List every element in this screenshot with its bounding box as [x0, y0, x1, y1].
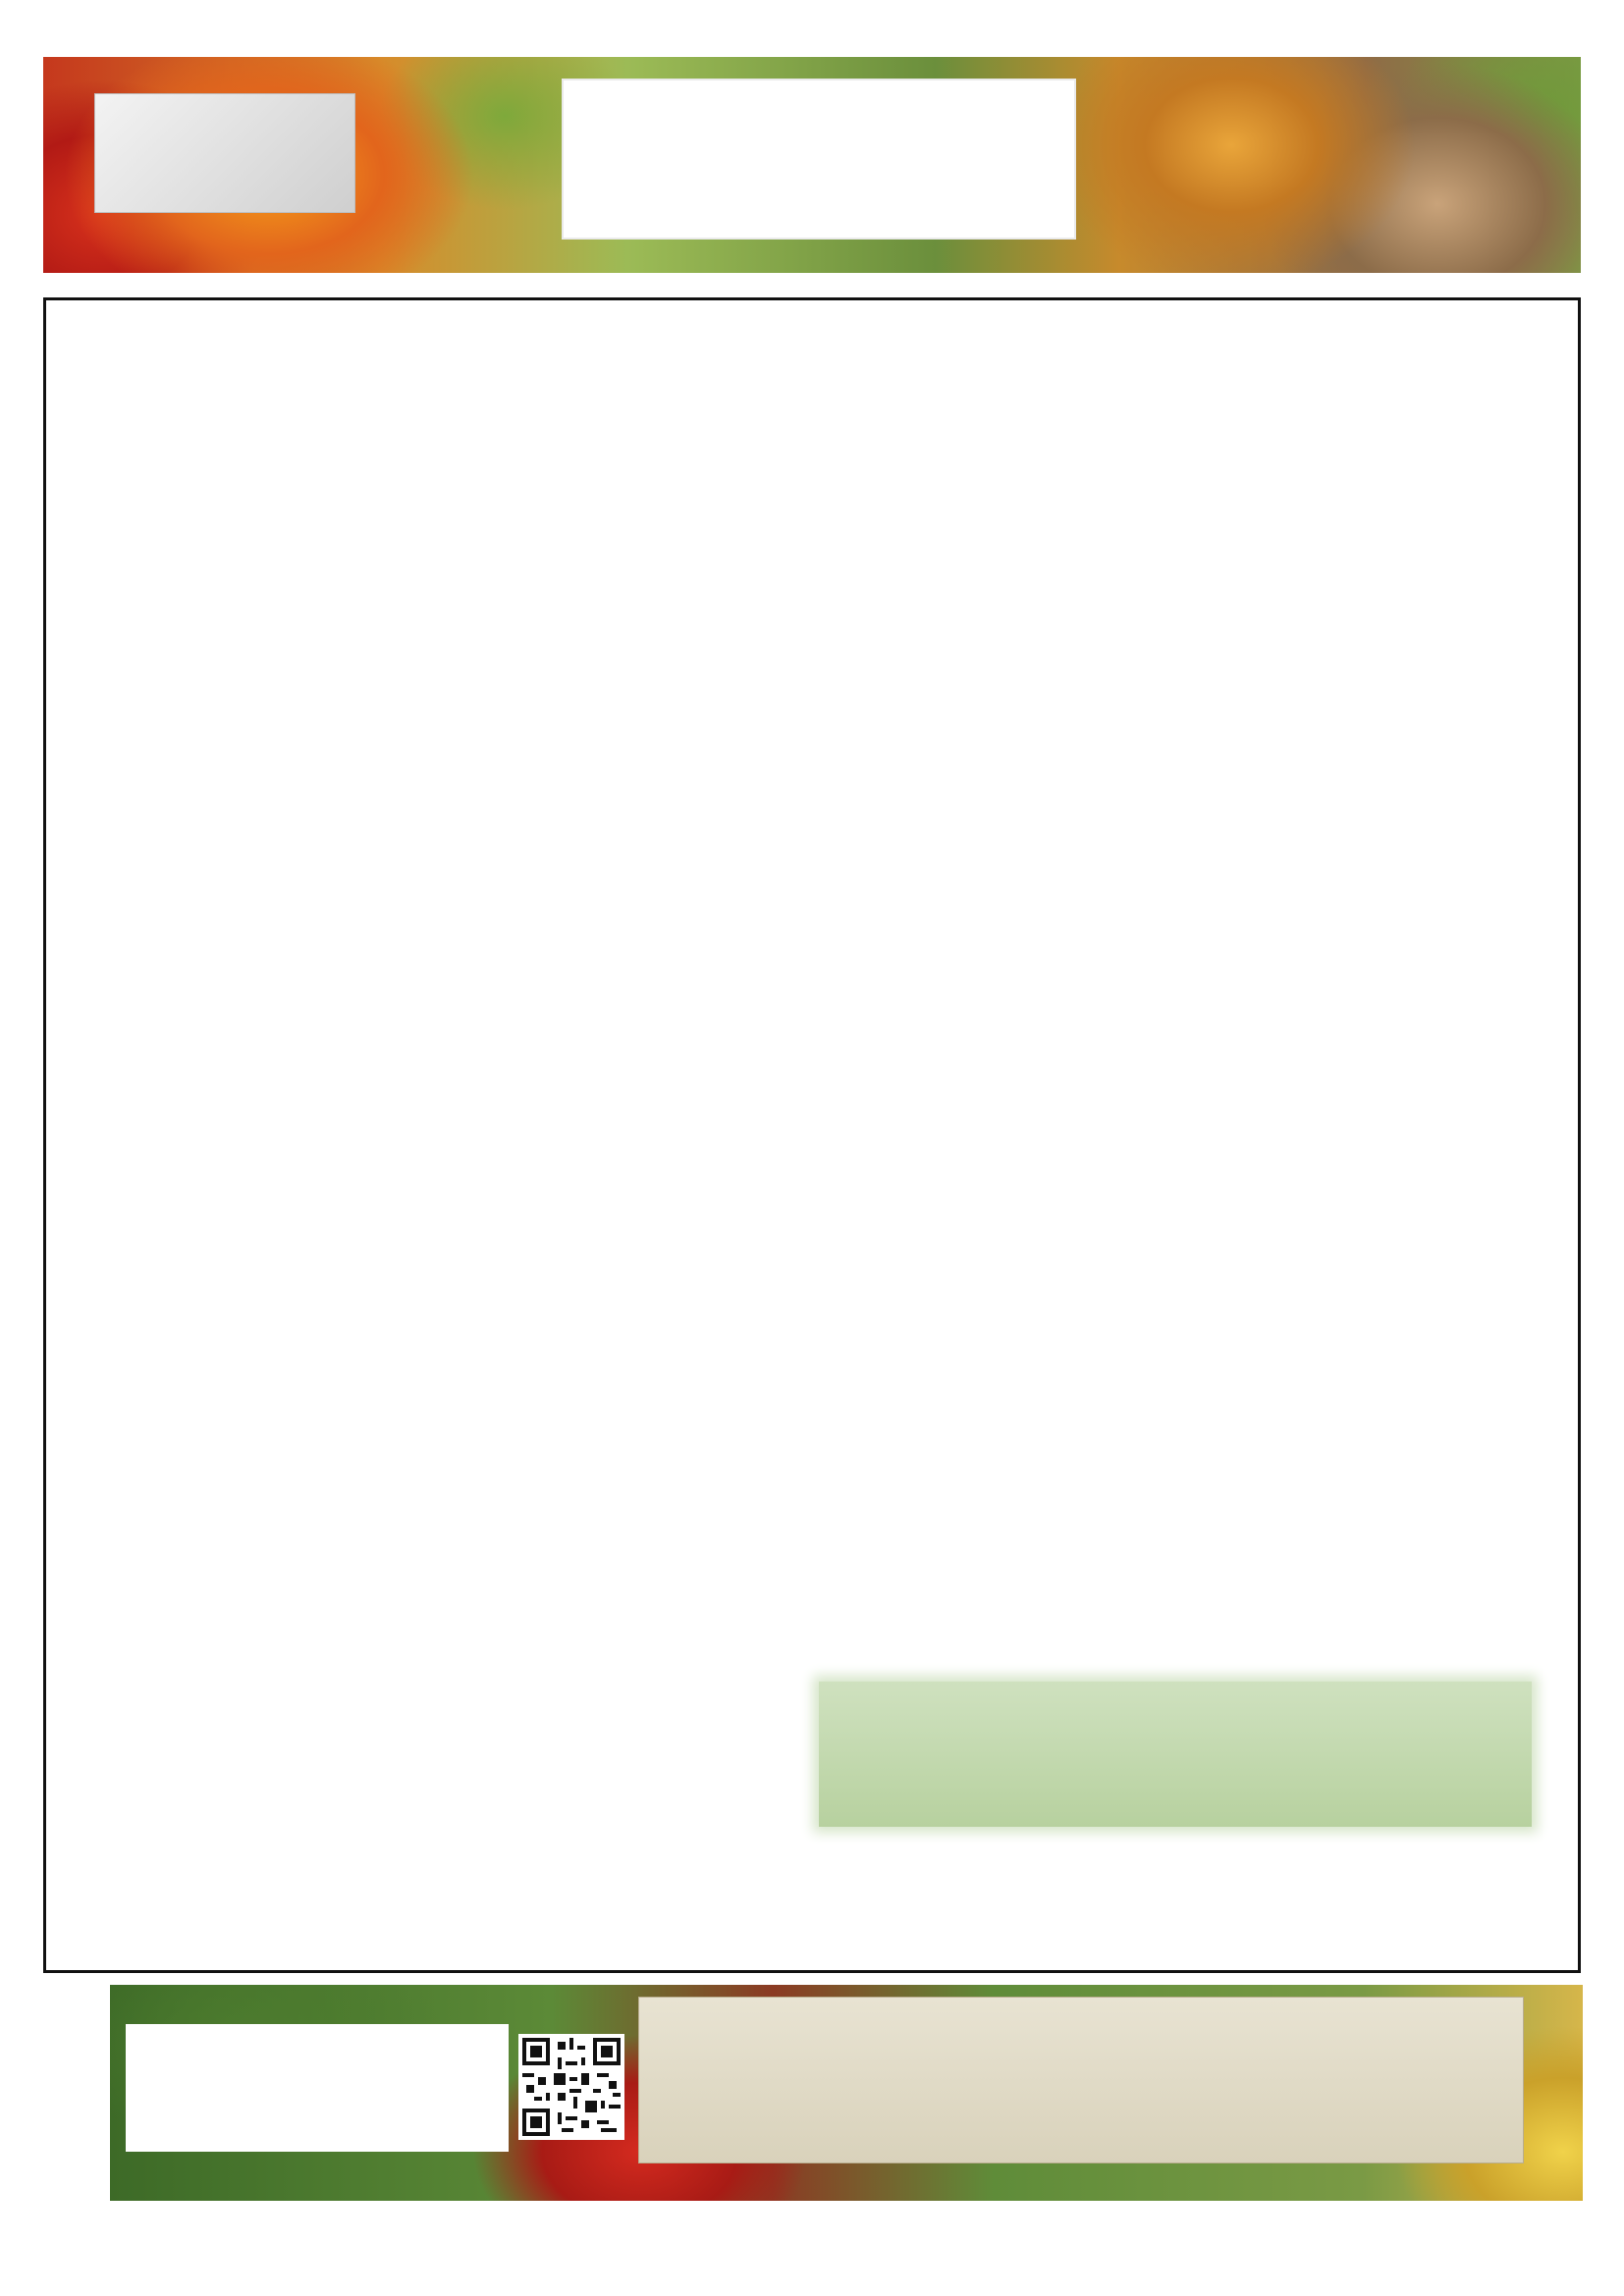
- month-title: [94, 93, 353, 211]
- notice-box: [819, 1682, 1532, 1827]
- footer-logo-box: [126, 2024, 509, 2152]
- qr-code-icon[interactable]: [518, 2034, 624, 2140]
- logo-box: [562, 79, 1076, 240]
- footer-notes: [638, 1997, 1524, 2163]
- weekday-header: [43, 257, 1581, 296]
